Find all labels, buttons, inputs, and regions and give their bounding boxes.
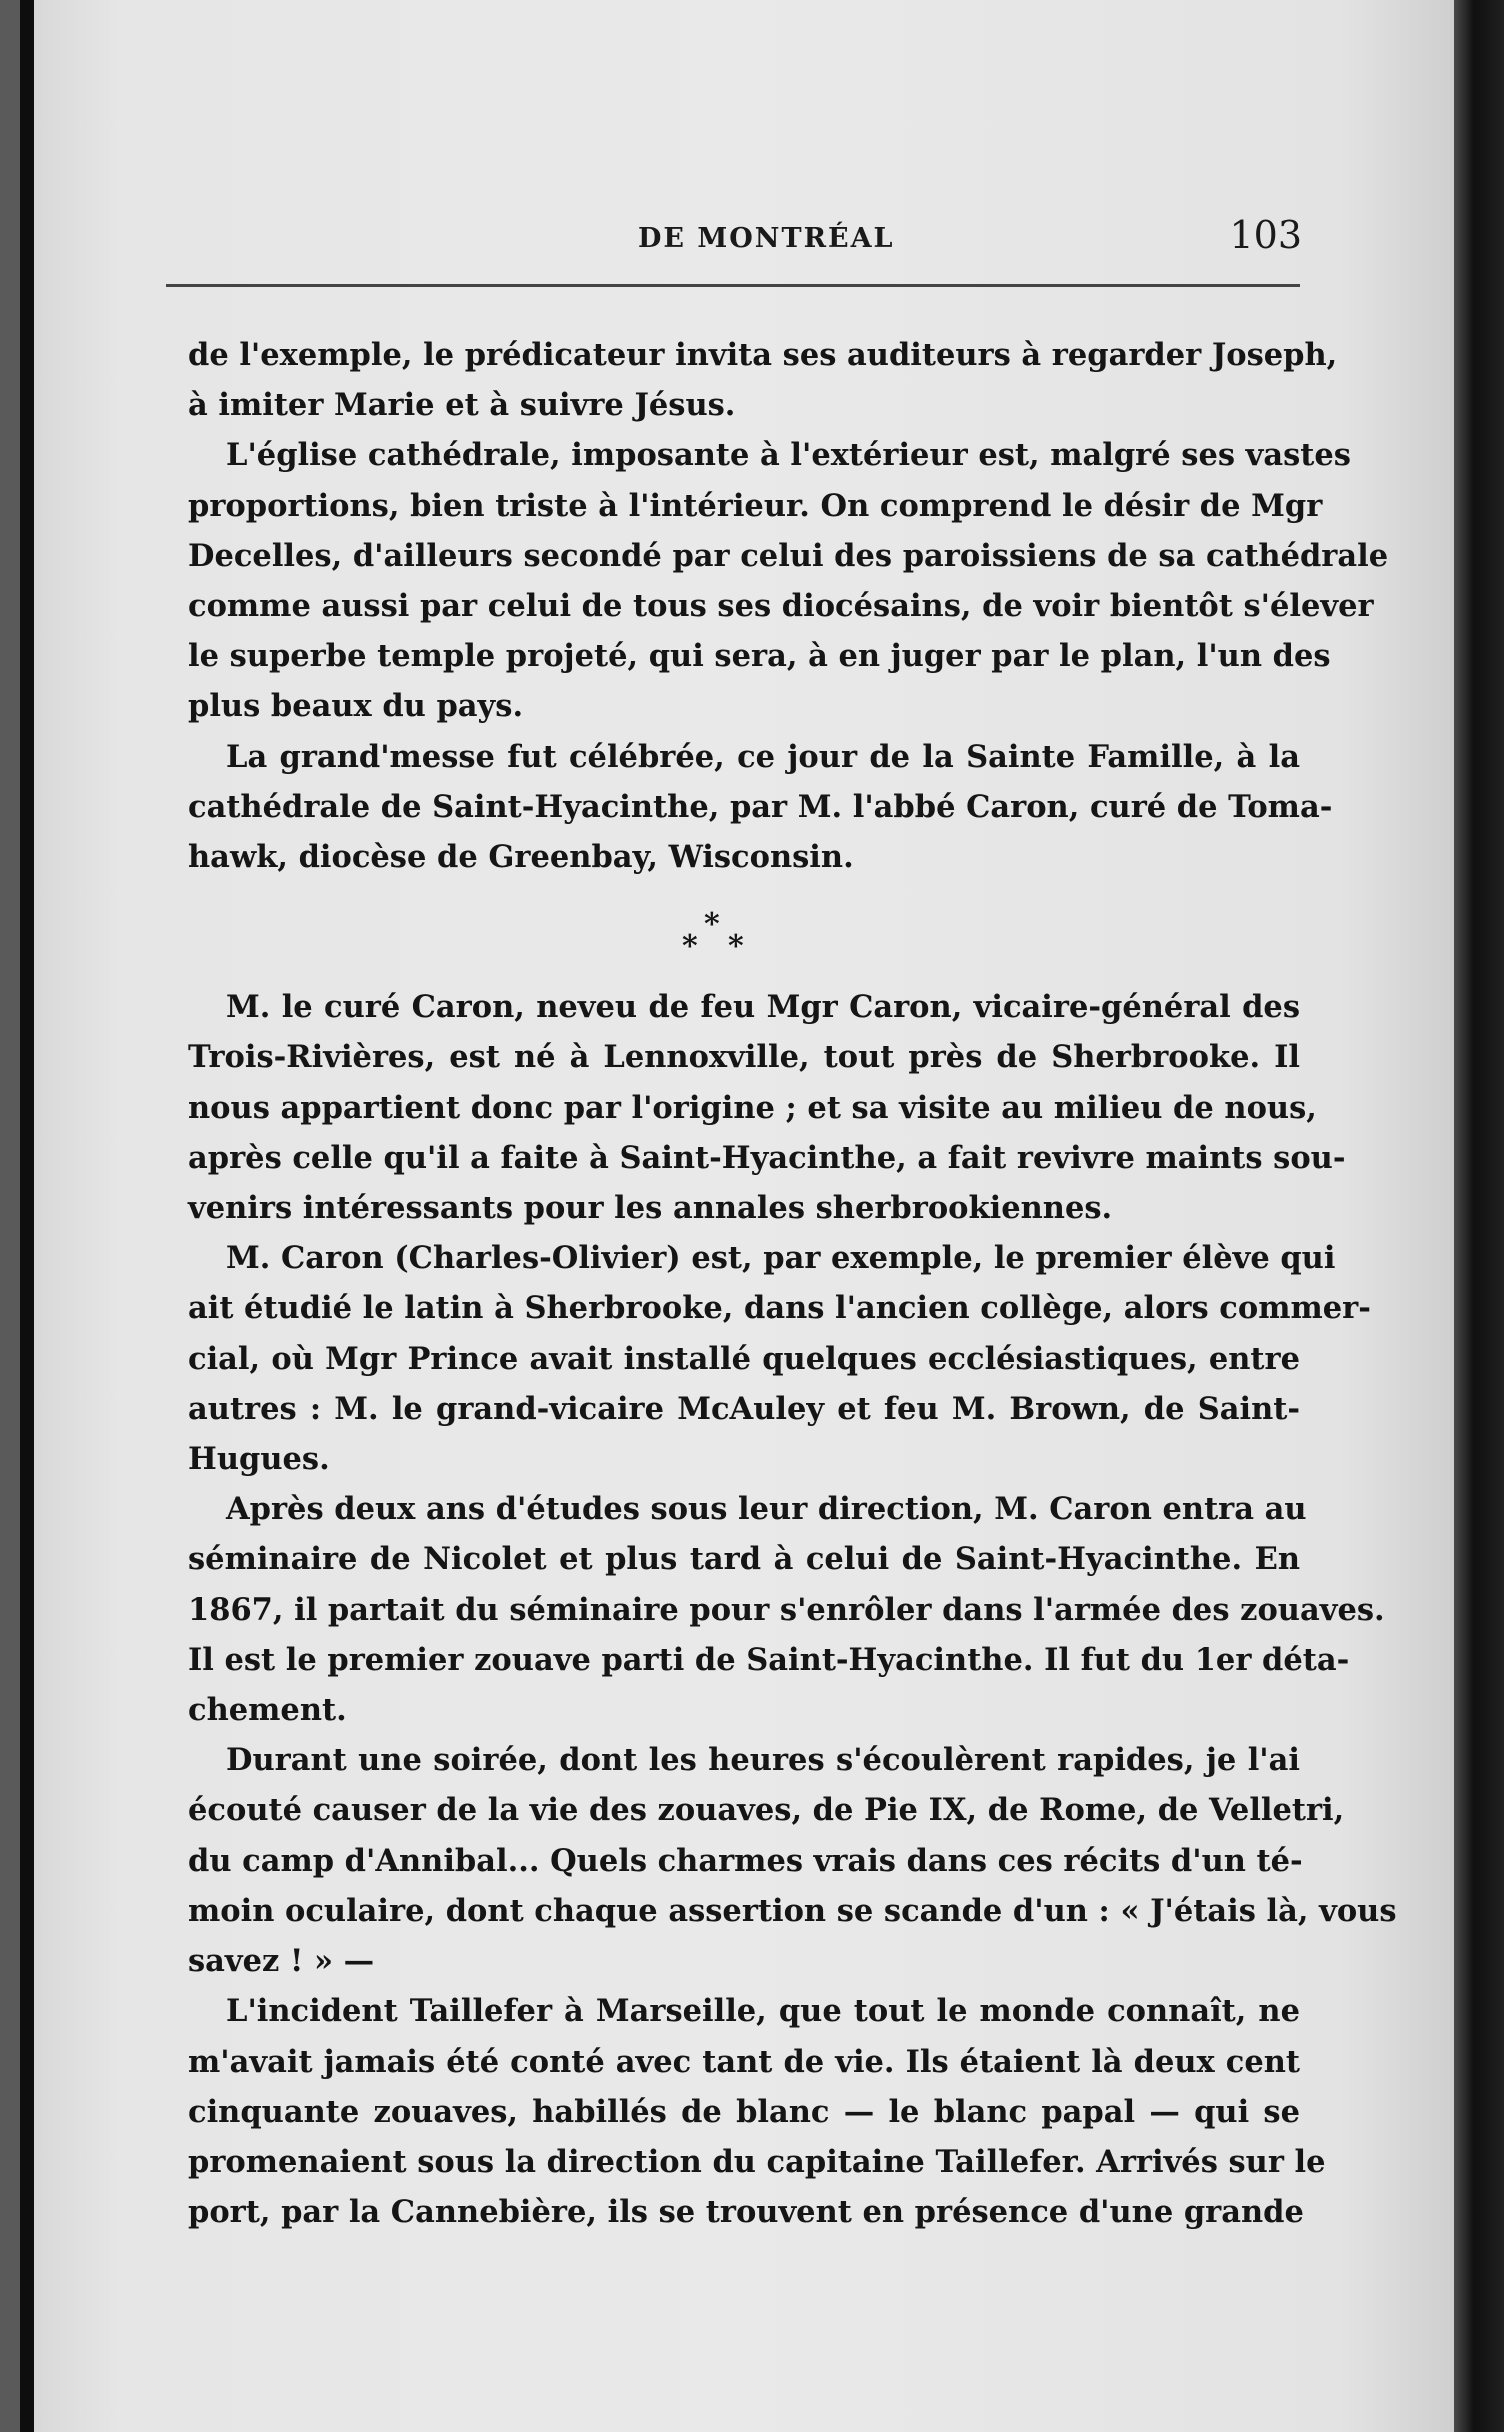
text-line: Il est le premier zouave parti de Saint-Hyacinthe. Il fut du 1er déta-	[188, 1641, 1350, 1678]
text-line: promenaient sous la direction du capitaine Taillefer. Arrivés sur le	[188, 2143, 1326, 2180]
text-line: venirs intéressants pour les annales sherbrookiennes.	[188, 1190, 1113, 1227]
header-rule	[166, 284, 1300, 287]
text-line: après celle qu'il a faite à Saint-Hyacinthe, a fait revivre maints sou-	[188, 1139, 1346, 1176]
asterism-star: *	[728, 929, 744, 965]
text-line: cinquante zouaves, habillés de blanc — le blanc papal — qui se	[188, 2093, 1300, 2130]
paragraph	[188, 1735, 1397, 1986]
page-body	[188, 330, 1397, 2237]
text-line: chement.	[188, 1692, 347, 1729]
text-line: m'avait jamais été conté avec tant de vie. Ils étaient là deux cent	[188, 2043, 1300, 2080]
text-line: savez ! » —	[188, 1943, 375, 1980]
paragraph	[188, 330, 1338, 430]
text-line: hawk, diocèse de Greenbay, Wisconsin.	[188, 839, 854, 876]
text-line: le superbe temple projeté, qui sera, à en juger par le plan, l'un des	[188, 638, 1331, 675]
text-line: nous appartient donc par l'origine ; et sa visite au milieu de nous,	[188, 1089, 1317, 1126]
paragraph	[188, 1233, 1371, 1484]
text-line: L'église cathédrale, imposante à l'extérieur est, malgré ses vastes	[226, 437, 1351, 474]
text-line: autres : M. le grand-vicaire McAuley et feu M. Brown, de Saint-	[188, 1390, 1300, 1427]
text-line: M. le curé Caron, neveu de feu Mgr Caron, vicaire-général des	[226, 989, 1300, 1026]
text-line: séminaire de Nicolet et plus tard à celui de Saint-Hyacinthe. En	[188, 1541, 1300, 1578]
text-line: ait étudié le latin à Sherbrooke, dans l'ancien collège, alors commer-	[188, 1290, 1371, 1327]
text-line: proportions, bien triste à l'intérieur. On comprend le désir de Mgr	[188, 487, 1323, 524]
asterism-star: *	[704, 907, 720, 943]
text-line: Trois-Rivières, est né à Lennoxville, tout près de Sherbrooke. Il	[188, 1039, 1300, 1076]
text-line: Hugues.	[188, 1441, 330, 1478]
text-line: de l'exemple, le prédicateur invita ses auditeurs à regarder Joseph,	[188, 337, 1338, 373]
text-line: plus beaux du pays.	[188, 688, 524, 725]
facing-page-edge	[0, 0, 20, 2432]
text-line: moin oculaire, dont chaque assertion se scande d'un : « J'étais là, vous	[188, 1892, 1397, 1929]
text-line: cathédrale de Saint-Hyacinthe, par M. l'abbé Caron, curé de Toma-	[188, 788, 1333, 825]
gutter-shadow	[20, 0, 34, 2432]
text-line: port, par la Cannebière, ils se trouvent en présence d'une grande	[188, 2194, 1304, 2231]
text-line: 1867, il partait du séminaire pour s'enrôler dans l'armée des zouaves.	[188, 1591, 1385, 1628]
text-line: cial, où Mgr Prince avait installé quelques ecclésiastiques, entre	[188, 1340, 1300, 1377]
text-line: à imiter Marie et à suivre Jésus.	[188, 387, 736, 424]
text-line: comme aussi par celui de tous ses diocésains, de voir bientôt s'élever	[188, 588, 1374, 625]
text-line: La grand'messe fut célébrée, ce jour de la Sainte Famille, à la	[226, 738, 1300, 775]
page-header	[160, 205, 1302, 265]
paragraph	[188, 982, 1346, 1233]
paragraph	[188, 1484, 1385, 1735]
text-line: Après deux ans d'études sous leur direction, M. Caron entra au	[226, 1491, 1307, 1528]
text-line: du camp d'Annibal... Quels charmes vrais dans ces récits d'un té-	[188, 1842, 1303, 1879]
text-line: Durant une soirée, dont les heures s'écoulèrent rapides, je l'ai	[226, 1742, 1300, 1779]
paragraph	[188, 1986, 1326, 2237]
paragraph	[188, 430, 1389, 731]
text-line: Decelles, d'ailleurs secondé par celui des paroissiens de sa cathédrale	[188, 537, 1389, 574]
text-line: écouté causer de la vie des zouaves, de Pie IX, de Rome, de Velletri,	[188, 1792, 1345, 1829]
section-asterism	[188, 882, 1300, 982]
paragraph	[188, 732, 1333, 883]
asterism-star: *	[682, 929, 698, 965]
text-line: L'incident Taillefer à Marseille, que tout le monde connaît, ne	[226, 1993, 1300, 2030]
text-line: M. Caron (Charles-Olivier) est, par exemple, le premier élève qui	[226, 1240, 1336, 1277]
page-number: 103	[1229, 213, 1302, 257]
book-block-edge	[1454, 0, 1504, 2432]
running-head: DE MONTRÉAL	[638, 223, 895, 254]
